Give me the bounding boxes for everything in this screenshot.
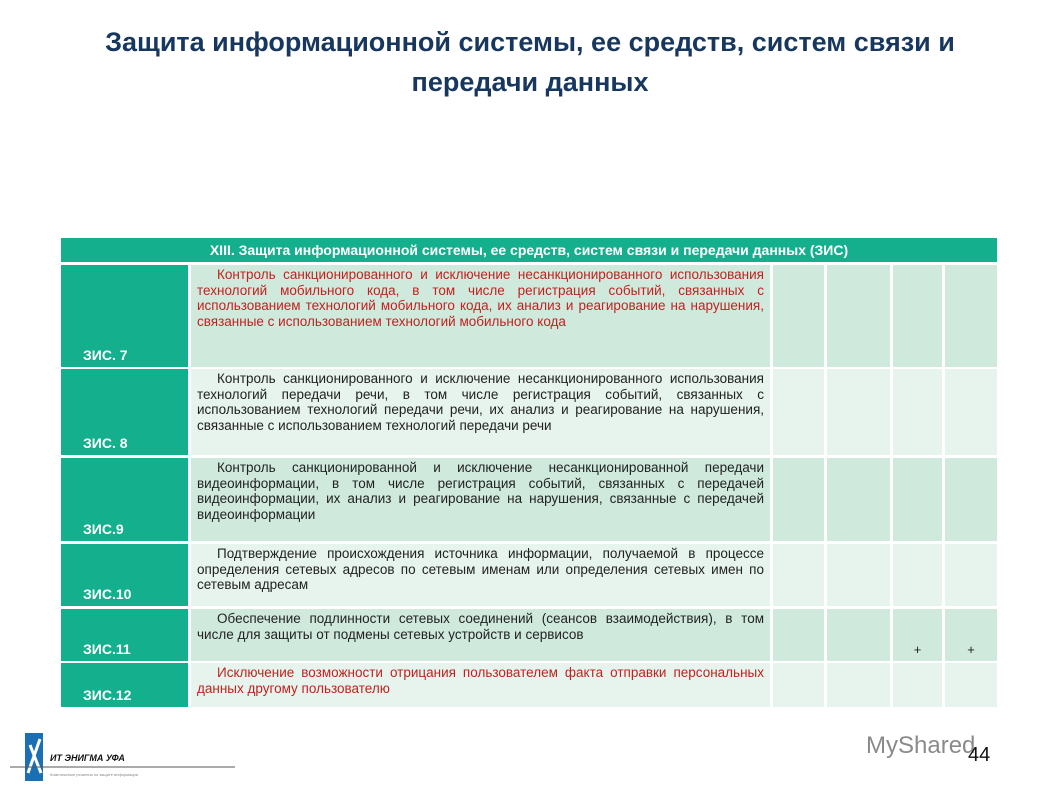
- requirement-description: Подтверждение происхождения источника информации, получаемой в процессе определения сетевых адресов по сетевым именам или определения сетевых имен по сетевым адресам: [191, 544, 770, 606]
- svg-text:Комплексные решения по защите: Комплексные решения по защите информации: [50, 772, 138, 777]
- level-cell: [773, 609, 824, 661]
- level-cell: [945, 369, 997, 455]
- code-label: ЗИС.12: [83, 687, 132, 703]
- level-cell: [827, 544, 890, 606]
- level-cell: [945, 609, 997, 661]
- level-cell: [773, 265, 824, 367]
- level-cell: [773, 369, 824, 455]
- level-cell: [827, 369, 890, 455]
- table-row: [61, 609, 997, 661]
- level-cell: [773, 458, 824, 541]
- level-cell: [773, 663, 824, 707]
- requirement-code: [61, 609, 188, 661]
- code-label: ЗИС.9: [83, 521, 124, 537]
- level-cell: [893, 609, 942, 661]
- level-cell: [945, 544, 997, 606]
- page-number: 44: [968, 744, 991, 766]
- table-row: [61, 265, 997, 367]
- svg-text:ИТ ЭНИГМА УФА: ИТ ЭНИГМА УФА: [50, 753, 125, 763]
- table-row: [61, 458, 997, 541]
- level-cell: [893, 458, 942, 541]
- level-mark: +: [913, 642, 922, 657]
- table-row: [61, 369, 997, 455]
- requirement-description: Контроль санкционированной и исключение несанкционированной передачи видеоинформации, в том числе регистрация событий, связанных с передачей видеоинформации, их анализ и реагирование на нарушения, связанные с передачей видеоинформации: [191, 458, 770, 541]
- level-cell: [893, 544, 942, 606]
- table-row: [61, 663, 997, 707]
- level-cell: [945, 458, 997, 541]
- requirement-description: Обеспечение подлинности сетевых соединений (сеансов взаимодействия), в том числе для защиты от подмены сетевых устройств и сервисов: [191, 609, 770, 661]
- level-cell: [893, 265, 942, 367]
- requirement-description: Контроль санкционированного и исключение несанкционированного использования технологий мобильного кода, в том числе регистрация событий, связанных с использованием технологий мобильного кода, их анализ и реагирование на нарушения, связанные с использованием технологий мобильного кода: [191, 265, 770, 367]
- code-label: ЗИС.11: [83, 641, 131, 657]
- level-cell: [773, 544, 824, 606]
- requirement-code: [61, 544, 188, 606]
- slide-title: Защита информационной системы, ее средств, систем связи и передачи данных: [105, 27, 955, 97]
- level-cell: [827, 458, 890, 541]
- table-row: [61, 544, 997, 606]
- code-label: ЗИС. 8: [83, 435, 128, 451]
- level-cell: [945, 663, 997, 707]
- level-cell: [827, 609, 890, 661]
- requirement-description: Исключение возможности отрицания пользователем факта отправки персональных данных другому пользователю: [191, 663, 770, 707]
- code-label: ЗИС. 7: [83, 347, 128, 363]
- watermark: MyShared: [866, 732, 976, 759]
- level-cell: [893, 663, 942, 707]
- code-label: ЗИС.10: [83, 586, 132, 602]
- table-header: XIII. Защита информационной системы, ее средств, систем связи и передачи данных (ЗИС): [61, 238, 997, 262]
- level-cell: [827, 265, 890, 367]
- level-mark: +: [967, 642, 975, 657]
- level-cell: [945, 265, 997, 367]
- requirement-code: [61, 265, 188, 367]
- requirement-description: Контроль санкционированного и исключение несанкционированного использования технологий передачи речи, в том числе регистрация событий, связанных с использованием технологий передачи речи, их анализ и реагирование на нарушения, связанные с использованием технологий передачи речи: [191, 369, 770, 455]
- requirement-code: [61, 369, 188, 455]
- level-cell: [827, 663, 890, 707]
- requirement-code: [61, 458, 188, 541]
- company-logo: [10, 733, 240, 783]
- requirement-code: [61, 663, 188, 707]
- level-cell: [893, 369, 942, 455]
